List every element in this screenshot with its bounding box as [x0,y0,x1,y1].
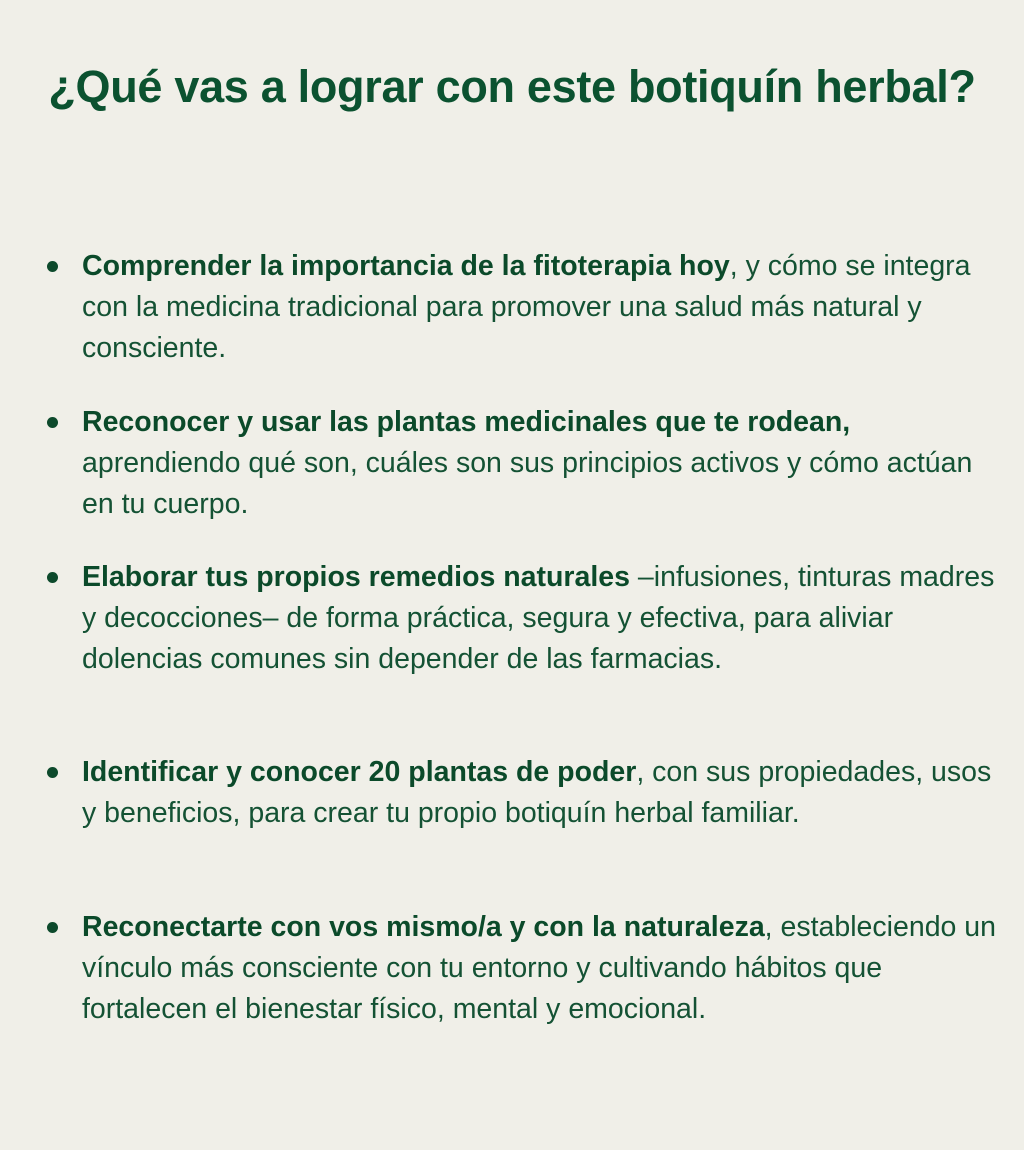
bullet-icon [47,572,58,583]
bullet-icon [47,417,58,428]
item-bold-text: Reconectarte con vos mismo/a y con la naturaleza [82,911,765,943]
item-text: , estableciendo un vínculo más consciente con tu entorno y cultivando hábitos que fortalecen el bienestar físico, mental y emocional. [82,911,997,1025]
list-item [82,402,997,525]
list-item [82,246,997,369]
bullet-icon [47,767,58,778]
item-text: , y cómo se integra con la medicina tradicional para promover una salud más natural y consciente. [82,250,971,364]
list-item [82,557,997,680]
list-item [82,907,997,1030]
list-item [82,752,997,834]
bullet-icon [47,922,58,933]
item-bold-text: Comprender la importancia de la fitoterapia hoy [82,250,730,282]
item-text: , con sus propiedades, usos y beneficios, para crear tu propio botiquín herbal familiar. [82,756,992,829]
item-bold-text: Identificar y conocer 20 plantas de poder [82,756,637,788]
item-bold-text: Reconocer y usar las plantas medicinales que te rodean, [82,406,851,438]
bullet-icon [47,261,58,272]
item-text: aprendiendo qué son, cuáles son sus principios activos y cómo actúan en tu cuerpo. [82,447,973,520]
item-bold-text: Elaborar tus propios remedios naturales [82,561,630,593]
item-text: –infusiones, tinturas madres y decocciones– de forma práctica, segura y efectiva, para aliviar dolencias comunes sin depender de las farmacias. [82,561,995,675]
page-title: ¿Qué vas a lograr con este botiquín herbal? [48,61,976,112]
